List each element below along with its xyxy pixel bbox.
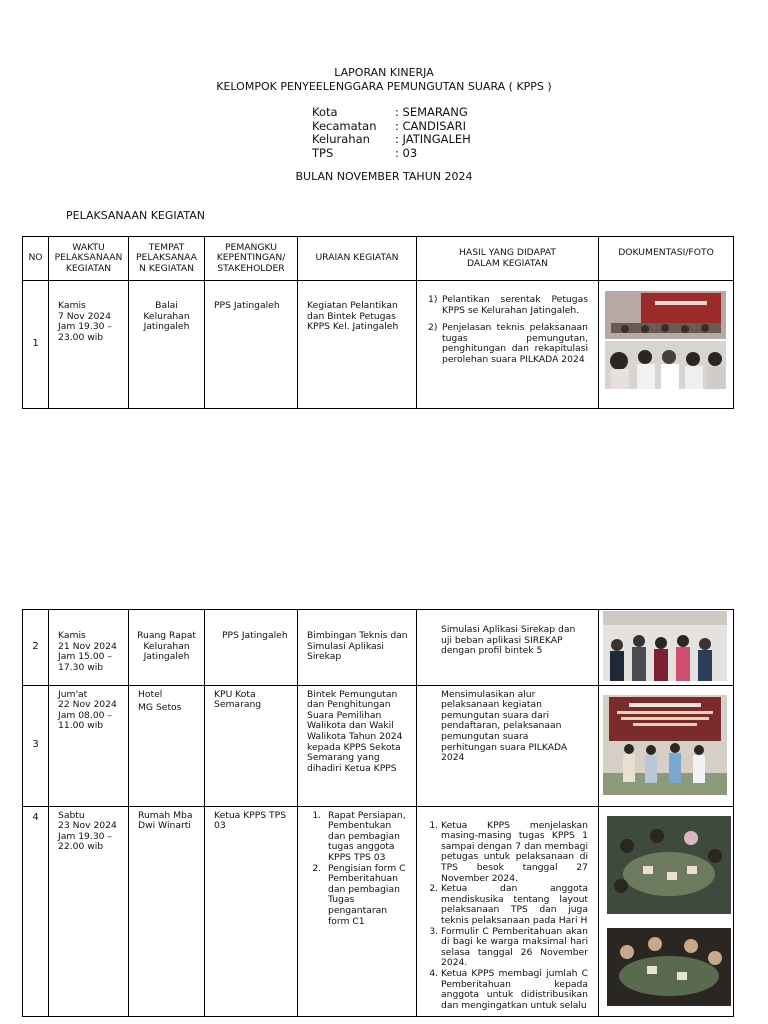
activity-table-part2 [22, 609, 734, 1017]
col-tempat: TEMPAT PELAKSANAA N KEGIATAN [129, 237, 205, 281]
col-pemangku: PEMANGKU KEPENTINGAN/ STAKEHOLDER [205, 237, 298, 281]
table-row [23, 685, 734, 806]
list-item: 2. Ketua dan anggota mendiskusika tentang layout pelaksanaan TPS dan juga teknis pelaksanaan pada Hari H [441, 884, 588, 926]
documentation-photo [603, 611, 727, 681]
row-waktu: Sabtu 23 Nov 2024 Jam 19.30 – 22.00 wib [49, 806, 129, 1016]
row-waktu: Jum'at 22 Nov 2024 Jam 08.00 – 11.00 wib [49, 685, 129, 806]
row-waktu: Kamis 21 Nov 2024 Jam 15.00 – 17.30 wib [49, 610, 129, 686]
row-uraian: Bintek Pemungutan dan Penghitungan Suara Pemilihan Walikota dan Wakil Walikota Tahun 2024 kepada KPPS Sekota Semarang yang dihadiri Ketua KPPS [298, 685, 417, 806]
meta-tps: TPS : 03 [312, 145, 418, 160]
meta-kelurahan: Kelurahan : JATINGALEH [312, 132, 471, 146]
col-no: NO [23, 237, 49, 281]
row-hasil [417, 806, 599, 1016]
table-header-row [23, 237, 734, 281]
documentation-photo [603, 695, 727, 795]
list-item: 2) Penjelasan teknis pelaksanaan tugas pemungutan, penghitungan dan rekapitulasi perolehan suara PILKADA 2024 [428, 322, 588, 365]
report-period: BULAN NOVEMBER TAHUN 2024 [295, 170, 473, 183]
row-pemangku: KPU Kota Semarang [205, 685, 298, 806]
row-waktu: Kamis 7 Nov 2024 Jam 19.30 – 23.00 wib [49, 281, 129, 409]
row-no: 3 [23, 685, 49, 806]
list-item: 4. Ketua KPPS membagi jumlah C Pemberitahuan kepada anggota untuk didistribusikan dan mengingatkan untuk selalu [441, 969, 588, 1011]
row-dokumentasi [599, 685, 734, 806]
row-no: 4 [23, 806, 49, 1016]
row-hasil: Mensimulasikan alur pelaksanaan kegiatan pemungutan suara dari pendaftaran, pelaksanaan pemungutan suara perhitungan suara PILKADA 2024 [417, 685, 599, 806]
section-title: PELAKSANAAN KEGIATAN [66, 209, 205, 222]
row-pemangku: Ketua KPPS TPS 03 [205, 806, 298, 1016]
row-uraian: Bimbingan Teknis dan Simulasi Aplikasi Sirekap [298, 610, 417, 686]
row-uraian [298, 806, 417, 1016]
report-subtitle: KELOMPOK PENYEELENGGARA PEMUNGUTAN SUARA ( KPPS ) [216, 80, 552, 93]
table-row [23, 610, 734, 686]
col-hasil: HASIL YANG DIDAPAT DALAM KEGIATAN [417, 237, 599, 281]
row-no: 2 [23, 610, 49, 686]
row-dokumentasi [599, 806, 734, 1016]
row-hasil [417, 281, 599, 409]
report-meta [312, 106, 471, 160]
col-uraian: URAIAN KEGIATAN [298, 237, 417, 281]
row-tempat: Hotel MG Setos [129, 685, 205, 806]
row-pemangku: PPS Jatingaleh [205, 610, 298, 686]
documentation-photo [605, 291, 726, 389]
col-dokumentasi: DOKUMENTASI/FOTO [599, 237, 734, 281]
table-row [23, 806, 734, 1016]
row-tempat: Ruang Rapat Kelurahan Jatingaleh [129, 610, 205, 686]
list-item: 2. Pengisian form C Pemberitahuan dan pembagian Tugas pengantaran form C1 [324, 864, 410, 928]
row-tempat: Balai Kelurahan Jatingaleh [129, 281, 205, 409]
list-item: 1) Pelantikan serentak Petugas KPPS se Kelurahan Jatingaleh. [428, 294, 588, 316]
row-tempat: Rumah Mba Dwi Winarti [129, 806, 205, 1016]
row-uraian: Kegiatan Pelantikan dan Bintek Petugas KPPS Kel. Jatingaleh [298, 281, 417, 409]
table-row [23, 281, 734, 409]
row-pemangku: PPS Jatingaleh [205, 281, 298, 409]
list-item: 1. Ketua KPPS menjelaskan masing-masing tugas KPPS 1 sampai dengan 7 dan membagi petugas untuk pelaksanaan di TPS besok tanggal 27 November 2024. [441, 821, 588, 885]
documentation-photo [607, 816, 731, 1006]
col-waktu: WAKTU PELAKSANAAN KEGIATAN [49, 237, 129, 281]
list-item: 1. Rapat Persiapan, Pembentukan dan pembagian tugas anggota KPPS TPS 03 [324, 811, 410, 864]
row-dokumentasi [599, 281, 734, 409]
meta-kecamatan: Kecamatan : CANDISARI [312, 118, 467, 133]
row-hasil: Simulasi Aplikasi Sirekap dan uji beban aplikasi SIREKAP dengan profil bintek 5 [417, 610, 599, 686]
list-item: 3. Formulir C Pemberitahuan akan di bagi ke warga maksimal hari selasa tanggal 26 November 2024. [441, 927, 588, 969]
row-dokumentasi [599, 610, 734, 686]
activity-table-part1 [22, 236, 734, 409]
meta-kota: Kota : SEMARANG [312, 105, 468, 119]
row-no: 1 [23, 281, 49, 409]
report-title: LAPORAN KINERJA [334, 66, 434, 79]
